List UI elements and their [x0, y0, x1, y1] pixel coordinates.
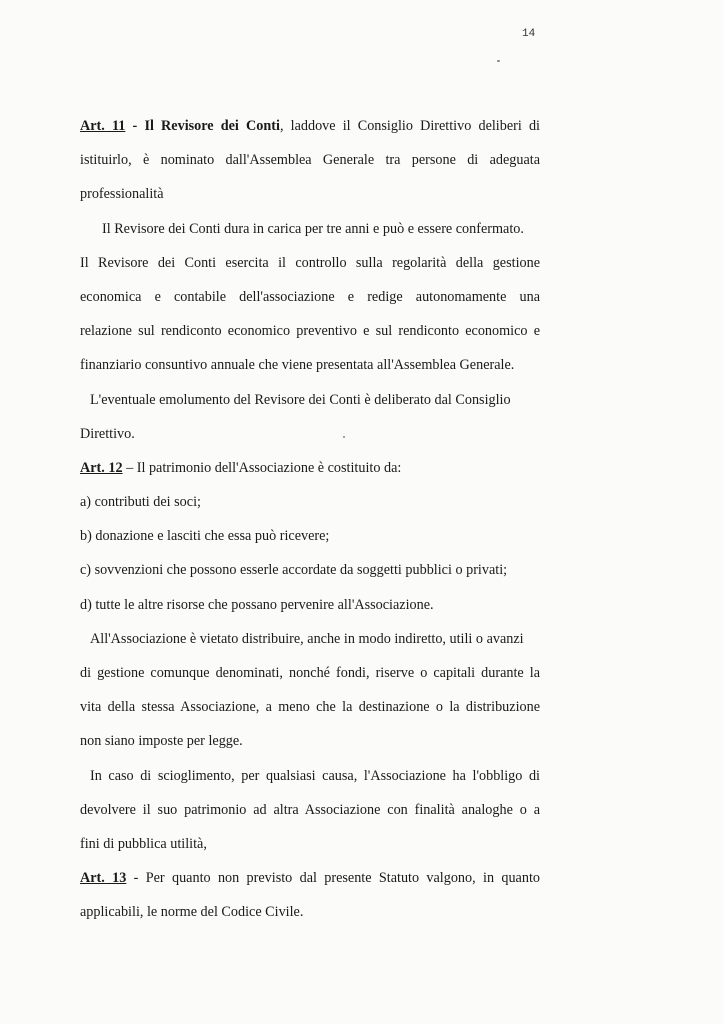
text-line: devolvere il suo patrimonio ad altra Associazione con finalità analoghe o a [80, 801, 540, 818]
text-line: L'eventuale emolumento del Revisore dei Conti è deliberato dal Consiglio [90, 391, 511, 408]
text-run: – Il patrimonio dell'Associazione è costituito da: [122, 459, 402, 476]
text-line: In caso di scioglimento, per qualsiasi causa, l'Associazione ha l'obbligo di [90, 767, 540, 784]
text-line: professionalità [80, 186, 164, 203]
document-body [80, 116, 540, 937]
article-reference: Art. 13 [80, 870, 127, 887]
art12-heading-line [80, 458, 540, 492]
article-reference: Art. 11 [80, 118, 126, 134]
list-item: d) tutte le altre risorse che possano pervenire all'Associazione. [80, 596, 434, 613]
text-line: All'Associazione è vietato distribuire, anche in modo indiretto, utili o avanzi [90, 630, 524, 647]
scan-speck [497, 60, 500, 62]
text-run: - Per quanto non previsto dal presente Statuto valgono, in quanto [126, 870, 540, 887]
article-separator: - [125, 118, 145, 134]
text-line: Il Revisore dei Conti dura in carica per tre anni e può e essere confermato. [102, 220, 524, 237]
text-line: relazione sul rendiconto economico preventivo e sul rendiconto economico e [80, 323, 540, 340]
text-line: applicabili, le norme del Codice Civile. [80, 904, 304, 921]
article-reference: Art. 12 [80, 459, 123, 476]
text-line: fini di pubblica utilità, [80, 835, 207, 852]
list-item: b) donazione e lasciti che essa può ricevere; [80, 528, 330, 545]
text-line: vita della stessa Associazione, a meno che la destinazione o la distribuzione [80, 699, 540, 716]
text-line: finanziario consuntivo annuale che viene presentata all'Assemblea Generale. [80, 357, 515, 374]
text-line: non siano imposte per legge. [80, 733, 243, 750]
art13-heading-line [80, 868, 540, 902]
article-title: Il Revisore dei Conti [144, 118, 280, 134]
text-run: , laddove il Consiglio Direttivo deliberi di [279, 118, 540, 134]
page-number: 14 [522, 28, 536, 40]
text-line: di gestione comunque denominati, nonché fondi, riserve o capitali durante la [80, 665, 540, 681]
list-item: a) contributi dei soci; [80, 494, 201, 511]
list-item: c) sovvenzioni che possono esserle accordate da soggetti pubblici o privati; [80, 562, 508, 579]
text-line: Direttivo. [80, 425, 135, 442]
text-line: istituirlo, è nominato dall'Assemblea Generale tra persone di adeguata [80, 152, 540, 169]
text-line: economica e contabile dell'associazione e redige autonomamente una [80, 288, 540, 305]
text-line: Il Revisore dei Conti esercita il controllo sulla regolarità della gestione [80, 254, 540, 271]
art11-heading-line [80, 116, 540, 150]
